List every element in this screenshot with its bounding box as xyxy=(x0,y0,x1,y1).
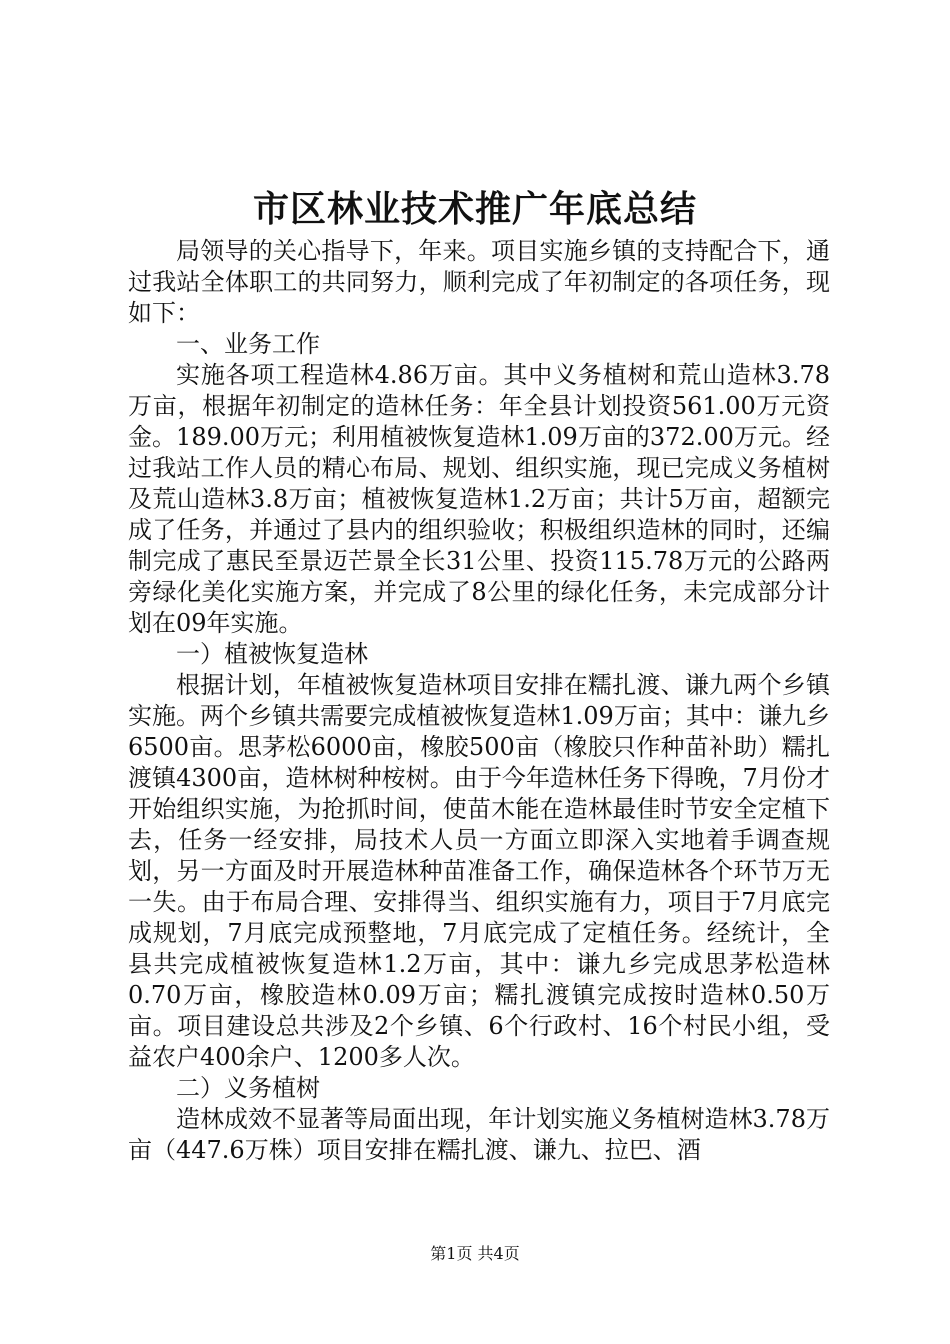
page-footer: 第1页 共4页 xyxy=(430,1244,520,1263)
section-heading-business-work: 一、业务工作 xyxy=(176,330,320,358)
vegetation-restoration-paragraph: 根据计划，年植被恢复造林项目安排在糯扎渡、谦九两个乡镇实施。两个乡镇共需要完成植被恢复造林1.09万亩；其中：谦九乡6500亩。思茅松6000亩，橡胶500亩（橡胶只作种苗补助）糯扎渡镇4300亩，造林树种桉树。由于今年造林任务下得晚，7月份才开始组织实施，为抢抓时间，使苗木能在造林最佳时节安全定植下去，任务一经安排，局技术人员一方面立即深入实地着手调查规划，另一方面及时开展造林种苗准备工作，确保造林各个环节万无一失。由于布局合理、安排得当、组织实施有力，项目于7月底完成规划，7月底完成预整地，7月底完成了定植任务。经统计，全县共完成植被恢复造林1.2万亩，其中：谦九乡完成思茅松造林0.70万亩，橡胶造林0.09万亩；糯扎渡镇完成按时造林0.50万亩。项目建设总共涉及2个乡镇、6个行政村、16个村民小组，受益农户400余户、1200多人次。 xyxy=(128,671,830,1071)
business-work-paragraph: 实施各项工程造林4.86万亩。其中义务植树和荒山造林3.78万亩，根据年初制定的造林任务：年全县计划投资561.00万元资金。189.00万元；利用植被恢复造林1.09万亩的372.00万元。经过我站工作人员的精心布局、规划、组织实施，现已完成义务植树及荒山造林3.8万亩；植被恢复造林1.2万亩；共计5万亩，超额完成了任务，并通过了县内的组织验收；积极组织造林的同时，还编制完成了惠民至景迈芒景全长31公里、投资115.78万元的公路两旁绿化美化实施方案，并完成了8公里的绿化任务，未完成部分计划在09年实施。 xyxy=(128,361,830,637)
subsection-heading-vegetation-restoration: 一）植被恢复造林 xyxy=(176,640,368,668)
intro-paragraph: 局领导的关心指导下，年来。项目实施乡镇的支持配合下，通过我站全体职工的共同努力，顺利完成了年初制定的各项任务，现如下： xyxy=(128,237,830,327)
document-body xyxy=(128,236,830,1166)
voluntary-tree-planting-paragraph: 造林成效不显著等局面出现，年计划实施义务植树造林3.78万亩（447.6万株）项目安排在糯扎渡、谦九、拉巴、酒 xyxy=(128,1105,830,1164)
subsection-heading-voluntary-tree-planting: 二）义务植树 xyxy=(176,1074,320,1102)
document-title: 市区林业技术推广年底总结 xyxy=(252,188,697,230)
